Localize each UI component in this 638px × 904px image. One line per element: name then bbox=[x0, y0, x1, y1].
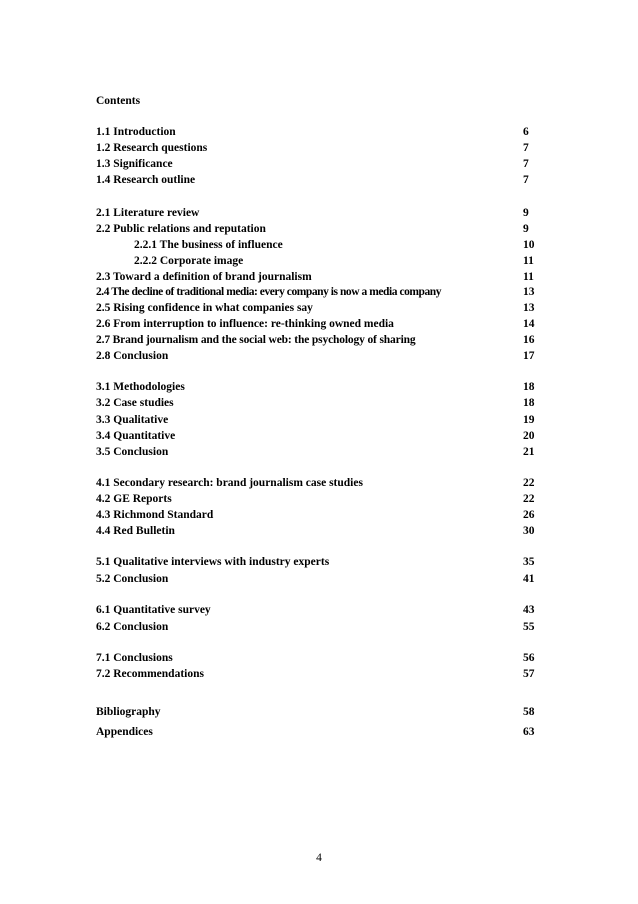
toc-entry-page: 18 bbox=[523, 397, 535, 409]
toc-entry-label: 3.4 Quantitative bbox=[96, 430, 176, 442]
toc-entry-page: 18 bbox=[523, 381, 535, 393]
toc-entry-page: 20 bbox=[523, 430, 535, 442]
contents-heading: Contents bbox=[96, 95, 141, 107]
toc-entry-label: 2.1 Literature review bbox=[96, 207, 200, 219]
toc-entry-label: 1.4 Research outline bbox=[96, 174, 196, 186]
toc-entry-page: 10 bbox=[523, 239, 535, 251]
toc-entry-page: 7 bbox=[523, 174, 529, 186]
toc-entry-page: 41 bbox=[523, 573, 535, 585]
toc-entry-page: 56 bbox=[523, 652, 535, 664]
toc-entry-label: 2.5 Rising confidence in what companies say bbox=[96, 302, 313, 314]
toc-entry-page: 35 bbox=[523, 556, 535, 568]
toc-entry-page: 13 bbox=[523, 286, 535, 298]
toc-entry-page: 17 bbox=[523, 350, 535, 362]
toc-entry-page: 16 bbox=[523, 334, 535, 346]
toc-entry-label: 2.2.2 Corporate image bbox=[134, 255, 244, 267]
toc-entry-page: 7 bbox=[523, 158, 529, 170]
toc-entry-label: 4.4 Red Bulletin bbox=[96, 525, 175, 537]
toc-entry-page: 9 bbox=[523, 223, 529, 235]
toc-entry-page: 22 bbox=[523, 493, 535, 505]
toc-entry-label: Bibliography bbox=[96, 706, 161, 718]
toc-entry-label: 6.2 Conclusion bbox=[96, 621, 169, 633]
page-number: 4 bbox=[316, 852, 322, 864]
toc-entry-page: 55 bbox=[523, 621, 535, 633]
toc-entry-page: 19 bbox=[523, 414, 535, 426]
toc-entry-label: 4.3 Richmond Standard bbox=[96, 509, 214, 521]
toc-entry-label: 5.2 Conclusion bbox=[96, 573, 169, 585]
toc-entry-label: 2.4 The decline of traditional media: every company is now a media company bbox=[96, 286, 442, 298]
toc-entry-page: 13 bbox=[523, 302, 535, 314]
toc-entry-page: 6 bbox=[523, 126, 529, 138]
toc-entry-label: 2.3 Toward a definition of brand journalism bbox=[96, 271, 312, 283]
toc-entry-label: 2.8 Conclusion bbox=[96, 350, 169, 362]
toc-entry-page: 21 bbox=[523, 446, 535, 458]
toc-entry-label: 3.5 Conclusion bbox=[96, 446, 169, 458]
toc-entry-label: 1.3 Significance bbox=[96, 158, 173, 170]
toc-entry-label: 6.1 Quantitative survey bbox=[96, 604, 211, 616]
toc-entry-page: 63 bbox=[523, 726, 535, 738]
toc-entry-label: 7.1 Conclusions bbox=[96, 652, 173, 664]
toc-entry-label: 3.2 Case studies bbox=[96, 397, 174, 409]
toc-entry-label: 3.1 Methodologies bbox=[96, 381, 185, 393]
toc-entry-page: 7 bbox=[523, 142, 529, 154]
toc-entry-label: 5.1 Qualitative interviews with industry experts bbox=[96, 556, 330, 568]
toc-entry-label: 7.2 Recommendations bbox=[96, 668, 204, 680]
toc-entry-page: 11 bbox=[523, 255, 534, 267]
toc-entry-label: 3.3 Qualitative bbox=[96, 414, 169, 426]
toc-entry-page: 57 bbox=[523, 668, 535, 680]
toc-entry-page: 11 bbox=[523, 271, 534, 283]
toc-entry-label: Appendices bbox=[96, 726, 153, 738]
toc-entry-page: 22 bbox=[523, 477, 535, 489]
toc-entry-label: 4.2 GE Reports bbox=[96, 493, 172, 505]
toc-entry-page: 58 bbox=[523, 706, 535, 718]
toc-entry-page: 9 bbox=[523, 207, 529, 219]
toc-entry-label: 2.2.1 The business of influence bbox=[134, 239, 283, 251]
toc-entry-label: 1.1 Introduction bbox=[96, 126, 176, 138]
toc-entry-label: 2.6 From interruption to influence: re-thinking owned media bbox=[96, 318, 394, 330]
toc-entry-page: 43 bbox=[523, 604, 535, 616]
toc-entry-label: 4.1 Secondary research: brand journalism case studies bbox=[96, 477, 363, 489]
toc-entry-page: 26 bbox=[523, 509, 535, 521]
toc-entry-label: 2.2 Public relations and reputation bbox=[96, 223, 266, 235]
toc-entry-page: 14 bbox=[523, 318, 535, 330]
toc-entry-page: 30 bbox=[523, 525, 535, 537]
toc-entry-label: 2.7 Brand journalism and the social web: the psychology of sharing bbox=[96, 334, 416, 346]
toc-entry-label: 1.2 Research questions bbox=[96, 142, 208, 154]
